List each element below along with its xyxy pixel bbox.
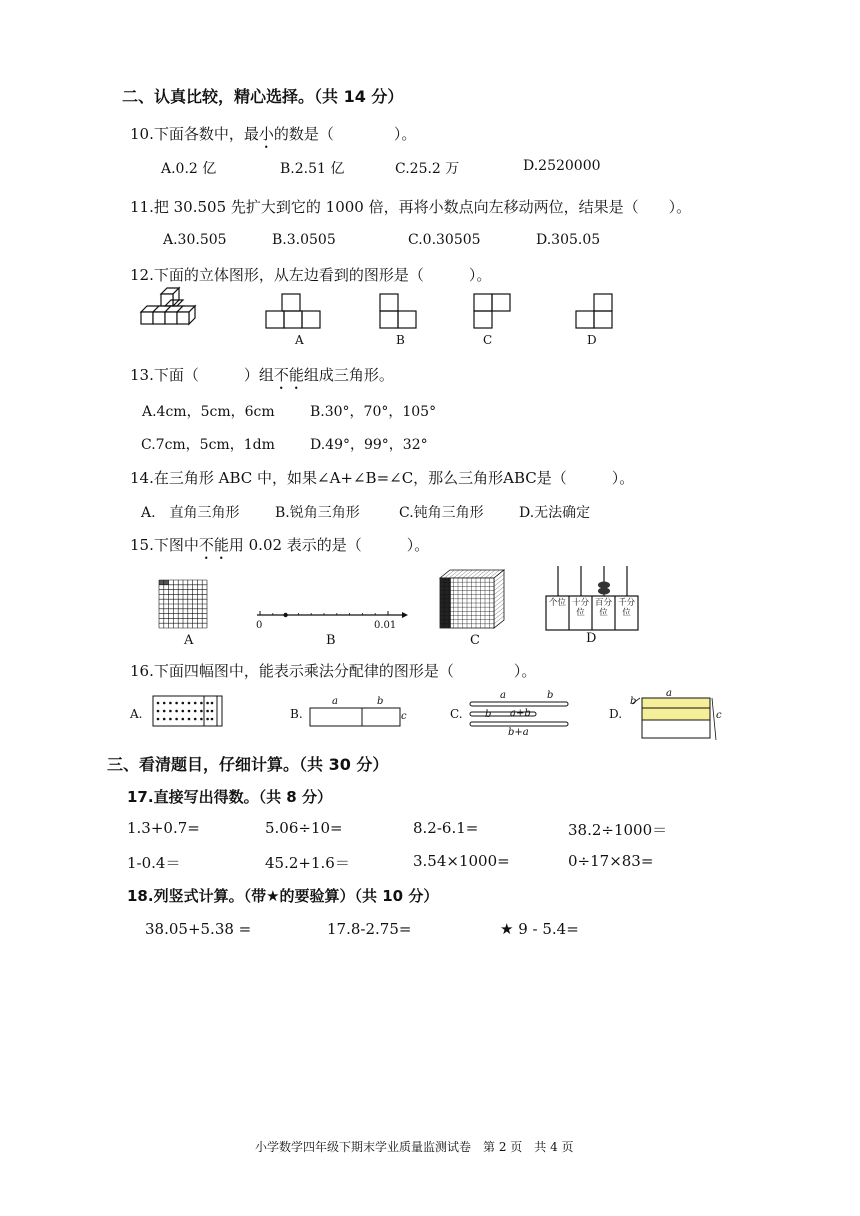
q12-label-d: D bbox=[587, 333, 597, 347]
q13-option-d: D.49°，99°，32° bbox=[310, 437, 428, 453]
q17-r2-c4: 0÷17×83= bbox=[568, 852, 654, 870]
q15-abacus-label-1: 个位 bbox=[548, 598, 566, 608]
q17-r2-c1: 1-0.4＝ bbox=[127, 854, 181, 872]
q16-b-letter-a: a bbox=[332, 696, 338, 707]
q16-c-letter-bpa: b+a bbox=[508, 727, 529, 738]
q17-r1-c3: 8.2-6.1= bbox=[413, 819, 479, 837]
q11-option-c: C.0.30505 bbox=[408, 232, 481, 248]
question-12: 12.下面的立体图形，从左边看到的图形是（ ）。 bbox=[130, 266, 492, 284]
q16-label-b: B. bbox=[290, 707, 303, 721]
q13-pre: 13.下面（ ）组 bbox=[130, 366, 274, 384]
q16-b-letter-c: c bbox=[401, 711, 407, 722]
q16-label-d: D. bbox=[609, 707, 623, 721]
q15-numline-end: 0.01 bbox=[374, 620, 397, 631]
question-17-title: 17.直接写出得数。（共 8 分） bbox=[127, 788, 332, 806]
question-18-title: 18.列竖式计算。（带★的要验算）（共 10 分） bbox=[127, 887, 439, 905]
q14-option-d: D.无法确定 bbox=[519, 505, 591, 521]
page-footer: 小学数学四年级下期末学业质量监测试卷 第 2 页 共 4 页 bbox=[255, 1140, 574, 1154]
q18-item-3: ★ 9 - 5.4= bbox=[500, 920, 579, 938]
q16-c-letter-apb: a+b bbox=[510, 708, 531, 719]
q13-option-a: A.4cm，5cm，6cm bbox=[142, 404, 275, 420]
q14-option-a: A. 直角三角形 bbox=[141, 505, 240, 521]
q17-r1-c1: 1.3+0.7= bbox=[127, 819, 200, 837]
q12-label-b: B bbox=[396, 333, 405, 347]
q16-c-letter-b2: b bbox=[485, 709, 492, 720]
q15-emph: 不能 bbox=[198, 536, 229, 554]
q12-view-a bbox=[264, 292, 322, 330]
q12-label-c: C bbox=[483, 333, 493, 347]
q14-option-b: B.锐角三角形 bbox=[275, 505, 360, 521]
question-11: 11.把 30.505 先扩大到它的 1000 倍，再将小数点向左移动两位，结果是（ ）。 bbox=[130, 198, 692, 216]
q15-abacus-label-4: 千分位 bbox=[617, 598, 635, 618]
q16-d-letter-a: a bbox=[666, 688, 672, 699]
q11-option-a: A.30.505 bbox=[163, 232, 227, 248]
section-3-title: 三、看清题目，仔细计算。（共 30 分） bbox=[107, 755, 389, 774]
q15-pre: 15.下图中 bbox=[130, 536, 199, 554]
q16-c-letter-a: a bbox=[500, 690, 506, 701]
q16-figure-b bbox=[306, 698, 416, 732]
question-14: 14.在三角形 ABC 中，如果∠A+∠B=∠C，那么三角形ABC是（ ）。 bbox=[130, 469, 635, 487]
section-2-title: 二、认真比较，精心选择。（共 14 分） bbox=[122, 87, 404, 106]
q15-post: 用 0.02 表示的是（ ）。 bbox=[228, 536, 430, 554]
q14-option-c: C.钝角三角形 bbox=[399, 505, 484, 521]
q16-figure-a bbox=[150, 693, 230, 729]
q15-grid-figure bbox=[157, 578, 209, 630]
q11-option-b: B.3.0505 bbox=[272, 232, 336, 248]
q13-option-b: B.30°，70°，105° bbox=[310, 404, 437, 420]
q18-item-2: 17.8-2.75= bbox=[327, 920, 412, 938]
q16-b-letter-b: b bbox=[377, 696, 384, 707]
q15-label-b: B bbox=[326, 633, 336, 648]
q13-emph: 不能 bbox=[273, 366, 304, 384]
q17-r2-c3: 3.54×1000= bbox=[413, 852, 510, 870]
q16-label-a: A. bbox=[130, 707, 143, 721]
q16-label-c: C. bbox=[450, 707, 463, 721]
q17-r2-c2: 45.2+1.6＝ bbox=[265, 854, 350, 872]
q13-post: 组成三角形。 bbox=[303, 366, 394, 384]
q11-option-d: D.305.05 bbox=[536, 232, 601, 248]
q12-view-b bbox=[378, 292, 420, 330]
question-13 bbox=[130, 364, 394, 393]
q10-option-b: B.2.51 亿 bbox=[280, 161, 345, 177]
q16-figure-d bbox=[626, 688, 726, 744]
q13-option-c: C.7cm，5cm，1dm bbox=[141, 437, 275, 453]
q10-pre: 10.下面各数中，最 bbox=[130, 125, 259, 143]
q15-label-d: D bbox=[586, 631, 597, 646]
q10-option-d: D.2520000 bbox=[523, 158, 601, 174]
q10-option-a: A.0.2 亿 bbox=[161, 161, 217, 177]
q12-solid-figure bbox=[135, 286, 205, 330]
q15-cube-figure bbox=[436, 568, 510, 632]
q17-r1-c2: 5.06÷10= bbox=[265, 819, 343, 837]
q18-item-1: 38.05+5.38 = bbox=[145, 920, 252, 938]
q15-numline-start: 0 bbox=[256, 620, 263, 631]
q10-emph: 小 bbox=[258, 125, 274, 143]
q15-label-c: C bbox=[470, 633, 480, 648]
question-10 bbox=[130, 123, 416, 152]
q16-c-letter-b: b bbox=[547, 690, 554, 701]
q10-post: 的数是（ ）。 bbox=[273, 125, 417, 143]
q16-d-letter-b: b bbox=[630, 696, 637, 707]
question-16: 16.下面四幅图中，能表示乘法分配律的图形是（ ）。 bbox=[130, 662, 537, 680]
q12-label-a: A bbox=[295, 333, 304, 347]
q17-r1-c4: 38.2÷1000＝ bbox=[568, 821, 668, 839]
q15-abacus-label-3: 百分位 bbox=[594, 598, 612, 618]
q15-abacus-label-2: 十分位 bbox=[571, 598, 589, 618]
question-15 bbox=[130, 534, 429, 563]
q12-view-c bbox=[472, 292, 514, 330]
q16-d-letter-c: c bbox=[716, 710, 722, 721]
q10-option-c: C.25.2 万 bbox=[395, 161, 460, 177]
q15-label-a: A bbox=[184, 633, 194, 648]
q12-view-d bbox=[574, 292, 616, 330]
